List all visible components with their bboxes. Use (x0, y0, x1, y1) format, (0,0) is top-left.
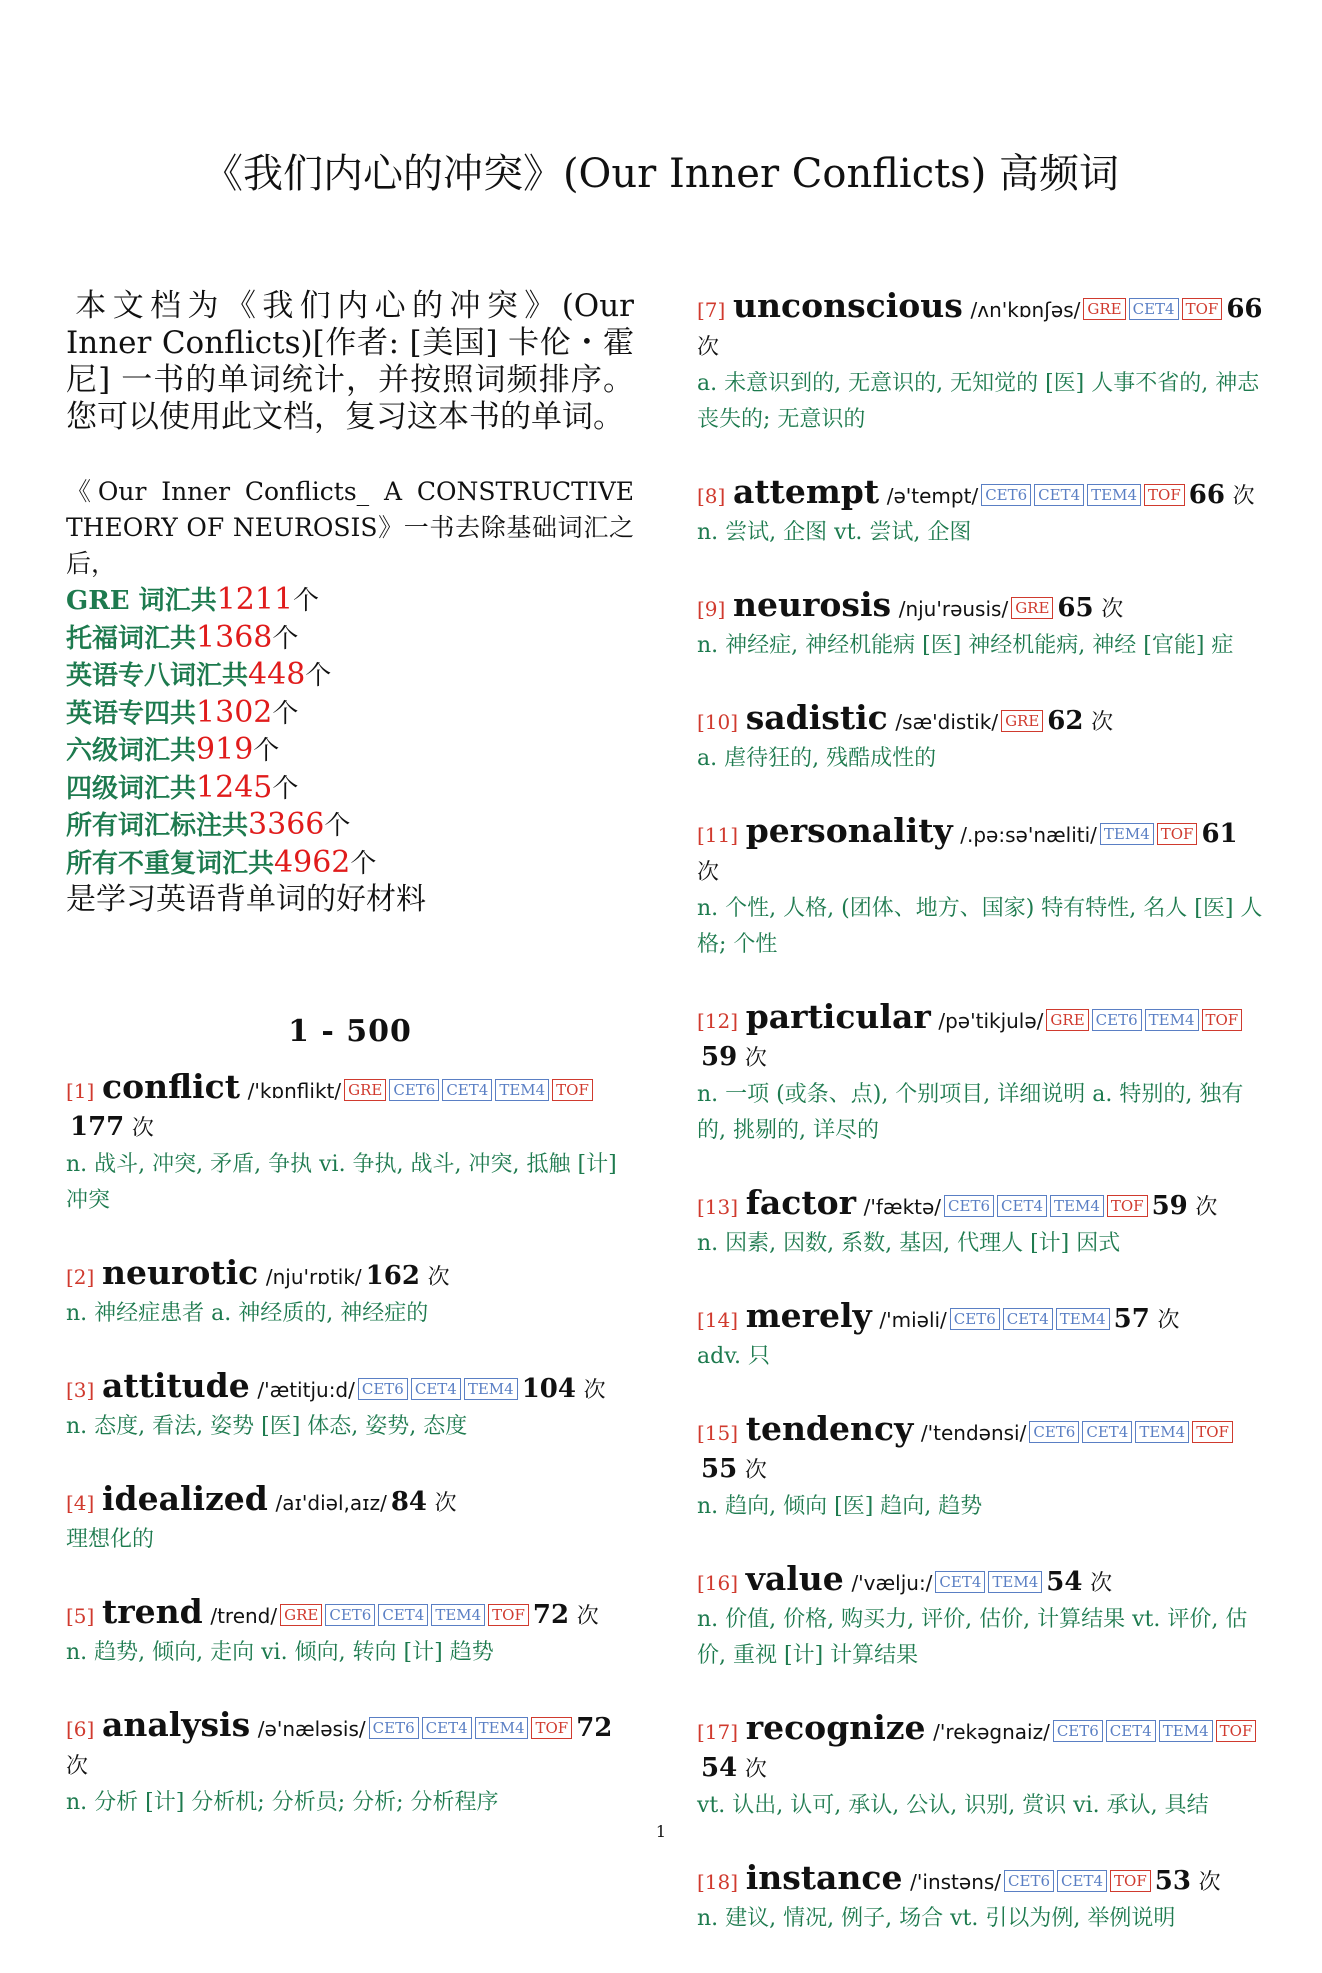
frequency-unit: 次 (583, 1378, 606, 1403)
exam-tag: TEM4 (1159, 1720, 1213, 1742)
stat-label: 所有词汇标注共 (66, 811, 249, 841)
word-entry (697, 1710, 1267, 1824)
phonetic: /trend/ (210, 1604, 278, 1628)
exam-tag: TOF (1202, 1009, 1243, 1031)
exam-tag: CET4 (1034, 484, 1084, 506)
intro-paragraph: 本文档为《我们内心的冲突》(Our Inner Conflicts)[作者: [美国] 卡伦・霍尼] 一书的单词统计，并按照词频排序。您可以使用此文档，复习这本书的单词。 (66, 288, 634, 435)
stat-value: 1245 (196, 769, 273, 805)
headword: recognize (745, 1708, 926, 1747)
headword: sadistic (745, 698, 888, 737)
stat-line (66, 620, 634, 658)
definition: n. 个性, 人格, (团体、地方、国家) 特有特性, 名人 [医] 人格; 个性 (697, 896, 1263, 957)
exam-tag: CET4 (411, 1378, 461, 1400)
entry-head (697, 700, 1267, 741)
stat-value: 1368 (196, 619, 273, 655)
word-entry (66, 1594, 634, 1671)
page-title: 《我们内心的冲突》(Our Inner Conflicts) 高频词 (202, 151, 1120, 197)
entry-head (697, 474, 1267, 515)
definition: 理想化的 (66, 1527, 155, 1552)
frequency-count: 72 (576, 1713, 613, 1743)
exam-tag: TEM4 (988, 1571, 1042, 1593)
left-column (66, 288, 634, 1857)
entry-index: [10] (697, 710, 739, 734)
entry-index: [8] (697, 484, 726, 508)
frequency-unit: 次 (1157, 1308, 1180, 1333)
exam-tag: TEM4 (1135, 1421, 1189, 1443)
frequency-unit: 次 (1090, 1571, 1113, 1596)
exam-tag: CET4 (1106, 1720, 1156, 1742)
frequency-count: 55 (701, 1454, 738, 1484)
phonetic: /'rekəgnaiz/ (933, 1720, 1050, 1744)
word-list-left (66, 1069, 634, 1821)
frequency-count: 61 (1201, 819, 1238, 849)
entry-head (697, 813, 1267, 891)
word-list-right (697, 288, 1267, 1937)
exam-tag: TEM4 (431, 1604, 485, 1626)
entry-head (697, 999, 1267, 1077)
stat-value: 3366 (248, 807, 325, 842)
exam-tag: CET4 (1003, 1308, 1053, 1330)
definition: vt. 认出, 认可, 承认, 公认, 识别, 赏识 vi. 承认, 具结 (697, 1793, 1209, 1818)
frequency-count: 66 (1188, 480, 1225, 510)
definition: n. 趋向, 倾向 [医] 趋向, 趋势 (697, 1494, 983, 1519)
exam-tag: CET4 (1129, 298, 1179, 320)
exam-tag: TOF (1192, 1421, 1233, 1443)
headword: idealized (101, 1479, 268, 1518)
stat-unit: 个 (272, 698, 299, 729)
exam-tag: TOF (531, 1717, 572, 1739)
stat-value: 448 (248, 657, 306, 692)
definition: n. 战斗, 冲突, 矛盾, 争执 vi. 争执, 战斗, 冲突, 抵触 [计] 冲突 (66, 1152, 617, 1213)
exam-tag: TEM4 (1050, 1195, 1104, 1217)
phonetic: /'tendənsi/ (920, 1421, 1027, 1445)
frequency-count: 59 (1151, 1191, 1188, 1221)
frequency-unit: 次 (1198, 1870, 1221, 1895)
exam-tag: TOF (1216, 1720, 1257, 1742)
frequency-unit: 次 (744, 1046, 767, 1071)
exam-tag: CET6 (1004, 1870, 1054, 1892)
stat-unit: 个 (293, 586, 320, 616)
entry-head (66, 1594, 634, 1635)
exam-tag: CET4 (378, 1604, 428, 1626)
exam-tag: CET6 (1053, 1720, 1103, 1742)
frequency-unit: 次 (131, 1116, 154, 1141)
exam-tag: CET6 (389, 1079, 439, 1101)
exam-tag: TOF (1144, 484, 1185, 506)
entry-index: [3] (66, 1378, 95, 1402)
stat-label: 所有不重复词汇共 (66, 848, 275, 879)
stat-label: 六级词汇共 (66, 736, 197, 766)
word-entry (66, 1707, 634, 1821)
frequency-unit: 次 (744, 1458, 767, 1483)
frequency-unit: 次 (576, 1604, 599, 1629)
entry-head (697, 1561, 1267, 1602)
entry-index: [9] (697, 597, 726, 621)
exam-tag: CET4 (935, 1571, 985, 1593)
word-entry (697, 288, 1267, 438)
frequency-count: 65 (1057, 593, 1094, 623)
word-entry (697, 1561, 1267, 1674)
frequency-count: 53 (1154, 1866, 1191, 1896)
stat-line (66, 845, 634, 883)
entry-head (66, 1481, 634, 1522)
entry-head (66, 1707, 634, 1785)
entry-head (697, 1710, 1267, 1788)
headword: attempt (732, 472, 880, 511)
phonetic: /'miəli/ (879, 1308, 947, 1332)
frequency-count: 54 (1046, 1567, 1083, 1597)
stat-unit: 个 (305, 661, 332, 691)
headword: particular (745, 997, 931, 1036)
exam-tag: CET4 (422, 1717, 472, 1739)
entry-index: [15] (697, 1421, 739, 1445)
frequency-unit: 次 (1091, 710, 1114, 735)
stat-line (66, 732, 634, 770)
definition: a. 未意识到的, 无意识的, 无知觉的 [医] 人事不省的, 神志丧失的; 无意识的 (697, 371, 1260, 432)
entry-head (697, 288, 1267, 366)
page-number: 1 (655, 1822, 667, 1841)
headword: value (745, 1559, 844, 1598)
word-entry (697, 999, 1267, 1149)
headword: factor (745, 1183, 857, 1222)
headword: unconscious (732, 286, 963, 325)
exam-tag: TEM4 (475, 1717, 529, 1739)
exam-tag: GRE (1001, 710, 1043, 732)
word-entry (697, 1298, 1267, 1375)
stat-unit: 个 (272, 623, 299, 654)
headword: instance (745, 1858, 903, 1897)
frequency-unit: 次 (427, 1265, 450, 1290)
exam-tag: GRE (1011, 597, 1053, 619)
exam-tag: CET4 (997, 1195, 1047, 1217)
stat-line (66, 582, 634, 620)
entry-index: [2] (66, 1265, 95, 1289)
exam-tag: CET6 (1092, 1009, 1142, 1031)
phonetic: /'ætitju:d/ (257, 1378, 355, 1402)
good-material-line: 是学习英语背单词的好材料 (66, 882, 426, 917)
entry-index: [16] (697, 1571, 739, 1595)
stat-value: 919 (196, 732, 254, 767)
frequency-unit: 次 (744, 1757, 767, 1782)
frequency-unit: 次 (697, 335, 720, 360)
exam-tag: TEM4 (1100, 823, 1154, 845)
exam-tag: TOF (552, 1079, 593, 1101)
word-entry (66, 1255, 634, 1332)
phonetic: /ə'tempt/ (886, 484, 979, 508)
exam-tag: CET6 (325, 1604, 375, 1626)
definition: n. 态度, 看法, 姿势 [医] 体态, 姿势, 态度 (66, 1414, 468, 1439)
stat-label: 托福词汇共 (66, 623, 197, 654)
entry-head (697, 1298, 1267, 1339)
entry-head (66, 1255, 634, 1296)
frequency-count: 59 (701, 1042, 738, 1072)
phonetic: /nju'rəusis/ (898, 597, 1009, 621)
frequency-unit: 次 (1101, 597, 1124, 622)
phonetic: /sæ'distik/ (895, 710, 999, 734)
entry-index: [11] (697, 823, 739, 847)
headword: trend (101, 1592, 203, 1631)
definition: n. 价值, 价格, 购买力, 评价, 估价, 计算结果 vt. 评价, 估价, 重视 [计] 计算结果 (697, 1607, 1248, 1668)
exam-tag: TEM4 (495, 1079, 549, 1101)
definition: n. 神经症, 神经机能病 [医] 神经机能病, 神经 [官能] 症 (697, 633, 1234, 658)
word-entry (697, 474, 1267, 551)
entry-head (697, 1860, 1267, 1901)
frequency-unit: 次 (434, 1491, 457, 1516)
exam-tag: TOF (1157, 823, 1198, 845)
word-entry (697, 700, 1267, 777)
headword: merely (745, 1296, 872, 1335)
phonetic: /'kɒnflikt/ (247, 1079, 342, 1103)
definition: n. 一项 (或条、点), 个别项目, 详细说明 a. 特别的, 独有的, 挑剔的, 详尽的 (697, 1082, 1244, 1143)
stat-label: 英语专四共 (66, 698, 197, 729)
exam-tag: CET6 (369, 1717, 419, 1739)
headword: conflict (101, 1067, 240, 1106)
stat-value: 1211 (216, 582, 294, 617)
phonetic: /.pə:sə'næliti/ (960, 823, 1097, 847)
headword: attitude (101, 1366, 250, 1405)
phonetic: /ə'næləsis/ (257, 1717, 366, 1741)
stat-unit: 个 (272, 773, 299, 804)
entry-head (697, 1411, 1267, 1489)
phonetic: /'instəns/ (910, 1870, 1002, 1894)
definition: n. 分析 [计] 分析机; 分析员; 分析; 分析程序 (66, 1790, 499, 1815)
entry-index: [13] (697, 1195, 739, 1219)
stat-line (66, 657, 634, 695)
phonetic: /'fæktə/ (863, 1195, 942, 1219)
word-entry (697, 813, 1267, 963)
frequency-unit: 次 (1232, 484, 1255, 509)
stat-unit: 个 (253, 736, 280, 766)
exam-tag: TEM4 (464, 1378, 518, 1400)
right-column (697, 288, 1267, 1973)
phonetic: /nju'rɒtik/ (265, 1265, 362, 1289)
headword: neurotic (101, 1253, 259, 1292)
entry-index: [4] (66, 1491, 95, 1515)
word-entry (66, 1368, 634, 1445)
stat-label: 四级词汇共 (66, 773, 197, 804)
stat-unit: 个 (350, 848, 377, 879)
exam-tag: TEM4 (1087, 484, 1141, 506)
stats-list (66, 582, 634, 882)
definition: adv. 只 (697, 1344, 771, 1369)
entry-index: [18] (697, 1870, 739, 1894)
definition: n. 神经症患者 a. 神经质的, 神经症的 (66, 1301, 429, 1326)
exam-tag: GRE (1046, 1009, 1088, 1031)
stat-value: 4962 (274, 844, 351, 880)
frequency-unit: 次 (66, 1754, 89, 1779)
exam-tag: CET6 (358, 1378, 408, 1400)
frequency-count: 84 (390, 1487, 428, 1517)
exam-tag: TOF (1107, 1195, 1148, 1217)
frequency-count: 177 (70, 1112, 125, 1142)
entry-index: [7] (697, 298, 726, 322)
entry-head (66, 1069, 634, 1147)
definition: a. 虐待狂的, 残酷成性的 (697, 746, 937, 771)
frequency-count: 72 (532, 1600, 570, 1630)
entry-index: [6] (66, 1717, 95, 1741)
exam-tag: CET4 (1057, 1870, 1107, 1892)
entry-head (697, 587, 1267, 628)
phonetic: /pə'tikjulə/ (938, 1009, 1044, 1033)
stat-value: 1302 (196, 694, 273, 730)
exam-tag: TOF (1182, 298, 1223, 320)
stat-label: GRE 词汇共 (66, 586, 217, 616)
entry-index: [14] (697, 1308, 739, 1332)
frequency-unit: 次 (697, 860, 720, 885)
headword: tendency (745, 1409, 914, 1448)
phonetic: /aɪ'diəl,aɪz/ (275, 1491, 387, 1515)
frequency-count: 104 (521, 1374, 576, 1404)
frequency-count: 54 (701, 1753, 738, 1783)
entry-index: [5] (66, 1604, 95, 1628)
word-entry (697, 1411, 1267, 1525)
exam-tag: CET4 (442, 1079, 492, 1101)
phonetic: /'vælju:/ (851, 1571, 933, 1595)
definition: n. 建议, 情况, 例子, 场合 vt. 引以为例, 举例说明 (697, 1906, 1176, 1931)
word-entry (697, 587, 1267, 664)
word-entry (66, 1481, 634, 1558)
headword: neurosis (732, 585, 892, 624)
definition: n. 因素, 因数, 系数, 基因, 代理人 [计] 因式 (697, 1231, 1121, 1256)
headword: analysis (101, 1705, 251, 1744)
headword: personality (745, 811, 953, 850)
exam-tag: TEM4 (1145, 1009, 1199, 1031)
entry-index: [1] (66, 1079, 95, 1103)
exam-tag: GRE (344, 1079, 386, 1101)
stat-line (66, 807, 634, 845)
exam-tag: GRE (1083, 298, 1125, 320)
frequency-count: 57 (1113, 1304, 1150, 1334)
definition: n. 尝试, 企图 vt. 尝试, 企图 (697, 520, 972, 545)
exam-tag: CET6 (944, 1195, 994, 1217)
frequency-count: 162 (365, 1261, 420, 1291)
range-heading: 1 - 500 (288, 1014, 412, 1049)
stat-line (66, 770, 634, 808)
word-entry (66, 1069, 634, 1219)
exam-tag: TOF (488, 1604, 529, 1626)
exam-tag: CET6 (981, 484, 1031, 506)
stat-unit: 个 (324, 811, 351, 841)
phonetic: /ʌn'kɒnʃəs/ (970, 298, 1081, 322)
entry-index: [17] (697, 1720, 739, 1744)
entry-head (697, 1185, 1267, 1226)
definition: n. 趋势, 倾向, 走向 vi. 倾向, 转向 [计] 趋势 (66, 1640, 494, 1665)
exam-tag: CET6 (1029, 1421, 1079, 1443)
stat-label: 英语专八词汇共 (66, 661, 249, 691)
frequency-count: 66 (1226, 294, 1263, 324)
frequency-count: 62 (1047, 706, 1084, 736)
exam-tag: TOF (1110, 1870, 1151, 1892)
exam-tag: TEM4 (1056, 1308, 1110, 1330)
exam-tag: CET6 (950, 1308, 1000, 1330)
exam-tag: CET4 (1082, 1421, 1132, 1443)
exam-tag: GRE (280, 1604, 322, 1626)
frequency-unit: 次 (1195, 1195, 1218, 1220)
entry-head (66, 1368, 634, 1409)
word-entry (697, 1185, 1267, 1262)
book-description: 《Our Inner Conflicts_ A CONSTRUCTIVE THEORY OF NEUROSIS》一书去除基础词汇之后， (66, 477, 634, 578)
stat-line (66, 695, 634, 733)
word-entry (697, 1860, 1267, 1937)
entry-index: [12] (697, 1009, 739, 1033)
